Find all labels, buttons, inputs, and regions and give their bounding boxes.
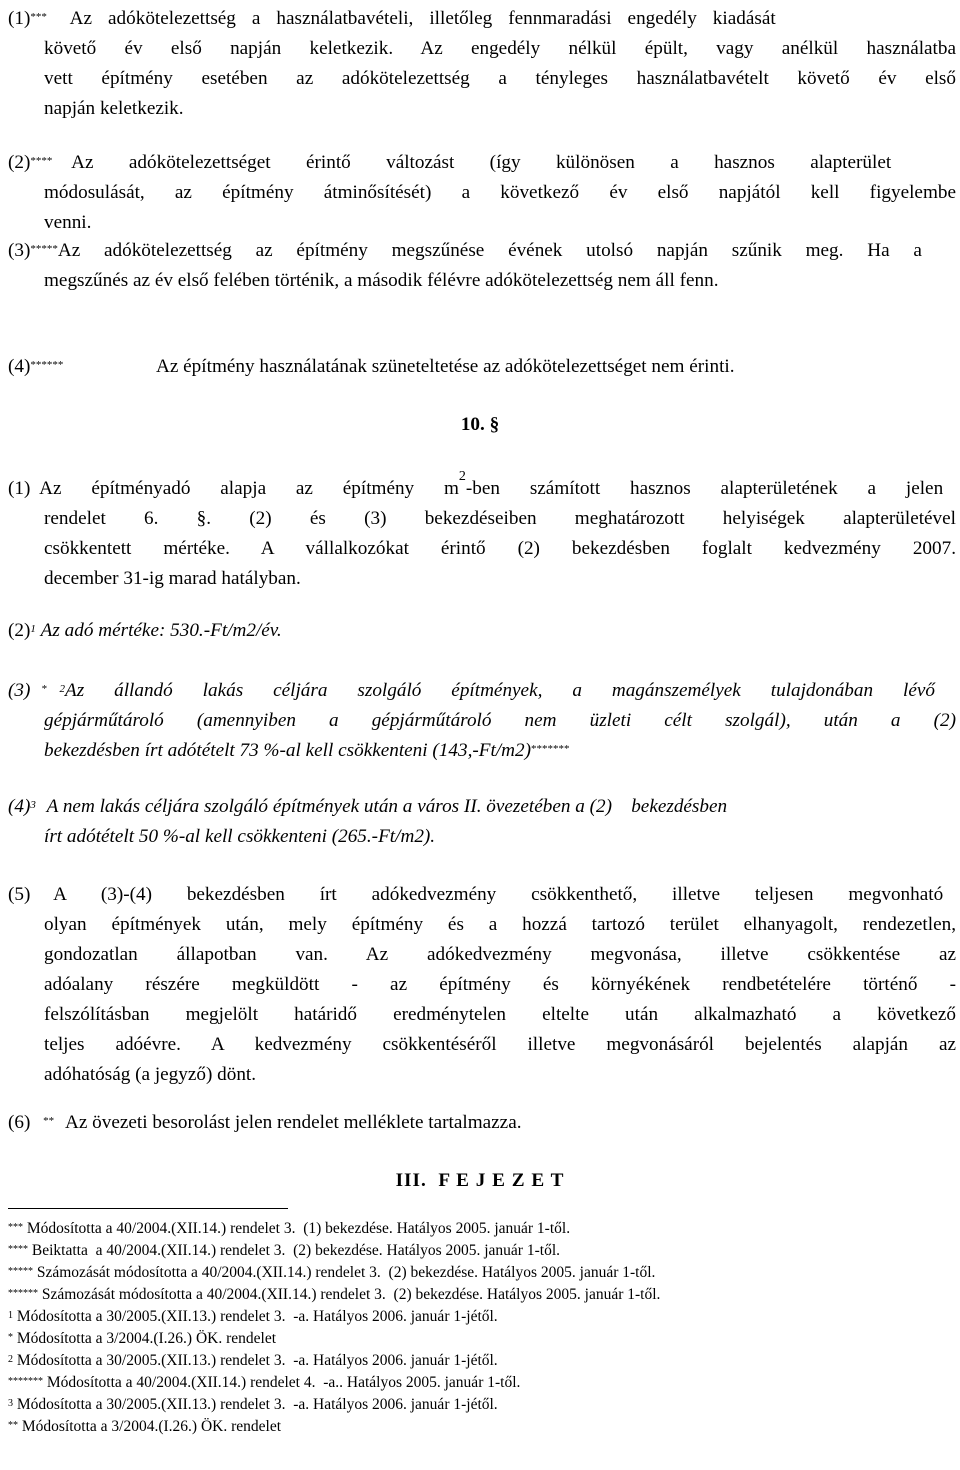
footnote-text: Módosította a 30/2005.(XII.13.) rendelet 3. -a. Hatályos 2006. január 1-jétől. bbox=[16, 1396, 498, 1413]
footnote-mark: ***** bbox=[8, 1266, 33, 1277]
footnote bbox=[8, 1328, 956, 1350]
footnote-text: Módosította a 3/2004.(I.26.) ÖK. rendelet bbox=[21, 1418, 282, 1435]
paragraph-line: Az építményadó alapja az építmény m bbox=[39, 478, 459, 499]
footnote-mark: ******* bbox=[8, 1376, 43, 1387]
paragraph-line: Az állandó lakás céljára szolgáló építmények, a magánszemélyek tulajdonában lévő bbox=[64, 680, 935, 701]
s10-paragraph-4 bbox=[8, 792, 956, 852]
footnote bbox=[8, 1218, 956, 1240]
footnote-mark: 2 bbox=[8, 1354, 13, 1365]
chapter-heading: III. F E J E Z E T bbox=[395, 1170, 565, 1191]
footnote-mark: 1 bbox=[30, 623, 36, 635]
footnote-mark: **** bbox=[8, 1244, 28, 1255]
paragraph-line: napján keletkezik. bbox=[44, 98, 184, 119]
paragraph-line: vett építmény esetében az adókötelezettség a tényleges használatbavételt követő év első bbox=[44, 68, 956, 89]
paragraph-line: megszűnés az év első felében történik, a második félévre adókötelezettség nem áll fenn. bbox=[44, 270, 719, 291]
footnote-text: Módosította a 30/2005.(XII.13.) rendelet 3. -a. Hatályos 2006. január 1-jétől. bbox=[16, 1308, 498, 1325]
footnote-mark: ****** bbox=[30, 359, 64, 371]
footnote bbox=[8, 1284, 956, 1306]
paragraph-line: csökkentett mértéke. A vállalkozókat érintő (2) bekezdésben foglalt kedvezmény 2007. bbox=[44, 538, 956, 559]
paragraph-number: (4) bbox=[8, 796, 31, 817]
paragraph-line: Az építmény használatának szüneteltetése az adókötelezettséget nem érinti. bbox=[156, 356, 735, 377]
footnote-text: Módosította a 40/2004.(XII.14.) rendelet 4. -a.. Hatályos 2005. január 1-től. bbox=[46, 1374, 521, 1391]
paragraph-line: bekezdésben írt adótételt 73 %-al kell csökkenteni (143,-Ft/m2) bbox=[44, 740, 531, 761]
footnote bbox=[8, 1350, 956, 1372]
paragraph-number: (1) bbox=[8, 478, 31, 499]
paragraph-4 bbox=[8, 352, 956, 382]
paragraph-line: olyan építmények után, mely építmény és a hozzá tartozó terület elhanyagolt, rendezetlen, bbox=[44, 914, 956, 935]
paragraph-3 bbox=[8, 236, 956, 296]
footnote-text: Módosította a 40/2004.(XII.14.) rendelet 3. (1) bekezdése. Hatályos 2005. január 1-től. bbox=[26, 1220, 571, 1237]
paragraph-number: (3) bbox=[8, 680, 31, 701]
footnote-mark: ** bbox=[43, 1115, 55, 1127]
footnote-mark: ***** bbox=[30, 243, 58, 255]
paragraph-number: (1) bbox=[8, 8, 31, 29]
paragraph-number: (4) bbox=[8, 356, 31, 377]
paragraph-line: Az övezeti besorolást jelen rendelet melléklete tartalmazza. bbox=[64, 1112, 522, 1133]
paragraph-number: (6) bbox=[8, 1112, 31, 1133]
footnote-mark: *** bbox=[8, 1222, 23, 1233]
footnote-mark: 3 bbox=[30, 799, 36, 811]
paragraph-line: Az adókötelezettséget érintő változást (így különösen a hasznos alapterület bbox=[71, 152, 892, 173]
paragraph-line: Az adókötelezettség a használatbavételi, illetőleg fennmaradási engedély kiadását bbox=[69, 8, 776, 29]
footnote-mark: 3 bbox=[8, 1398, 13, 1409]
paragraph-number: (3) bbox=[8, 240, 31, 261]
s10-paragraph-2 bbox=[8, 616, 956, 646]
footnote-text: Módosította a 3/2004.(I.26.) ÖK. rendelet bbox=[16, 1330, 277, 1347]
footnote-text: Beiktatta a 40/2004.(XII.14.) rendelet 3. (2) bekezdése. Hatályos 2005. január 1-től. bbox=[31, 1242, 560, 1259]
paragraph-line: A (3)-(4) bekezdésben írt adókedvezmény csökkenthető, illetve teljesen megvonható bbox=[53, 884, 944, 905]
section-symbol: § bbox=[489, 414, 500, 435]
footnote bbox=[8, 1262, 956, 1284]
paragraph-number: (2) bbox=[8, 152, 31, 173]
paragraph-line: -ben számított hasznos alapterületének a jelen bbox=[465, 478, 944, 499]
paragraph-line: december 31-ig marad hatályban. bbox=[44, 568, 301, 589]
footnote-mark: 2 bbox=[59, 683, 65, 695]
paragraph-line: módosulását, az építmény átminősítését) a következő év első napjától kell figyelembe bbox=[44, 182, 956, 203]
paragraph-line: Az adó mértéke: 530.-Ft/m2/év. bbox=[40, 620, 282, 641]
footnote bbox=[8, 1240, 956, 1262]
footnote-text: Módosította a 30/2005.(XII.13.) rendelet 3. -a. Hatályos 2006. január 1-jétől. bbox=[16, 1352, 498, 1369]
s10-paragraph-1 bbox=[8, 469, 956, 594]
footnote-mark: **** bbox=[30, 155, 53, 167]
paragraph-line: írt adótételt 50 %-al kell csökkenteni (265.-Ft/m2). bbox=[44, 826, 436, 847]
section-heading bbox=[0, 410, 960, 440]
superscript: 2 bbox=[458, 469, 466, 484]
paragraph-line: gépjárműtároló (amennyiben a gépjárműtároló nem üzleti célt szolgál), után a (2) bbox=[44, 710, 956, 731]
paragraph-line: A nem lakás céljára szolgáló építmények után a város II. övezetében a (2) bekezdésben bbox=[46, 796, 728, 817]
paragraph-line: teljes adóévre. A kedvezmény csökkentéséről illetve megvonásáról bejelentés alapján az bbox=[44, 1034, 956, 1055]
paragraph-line: adóalany részére megküldött - az építmény és környékének rendbetételére történő - bbox=[44, 974, 956, 995]
paragraph-2 bbox=[8, 148, 956, 238]
section-number: 10. bbox=[460, 414, 485, 435]
footnotes bbox=[8, 1218, 956, 1438]
footnote-mark: ** bbox=[8, 1420, 18, 1431]
footnote-mark: *** bbox=[30, 11, 47, 23]
footnote-mark: 1 bbox=[8, 1310, 13, 1321]
footnote-mark: ******* bbox=[531, 743, 570, 755]
paragraph-line: felszólításban megjelölt határidő eredménytelen eltelte után alkalmazható a következő bbox=[44, 1004, 956, 1025]
paragraph-number: (2) bbox=[8, 620, 31, 641]
paragraph-line: rendelet 6. §. (2) és (3) bekezdéseiben meghatározott helyiségek alapterületével bbox=[44, 508, 956, 529]
paragraph-line: gondozatlan állapotban van. Az adókedvezmény megvonása, illetve csökkentése az bbox=[44, 944, 956, 965]
footnote bbox=[8, 1372, 956, 1394]
footnote-text: Számozását módosította a 40/2004.(XII.14.) rendelet 3. (2) bekezdése. Hatályos 2005. január 1-től. bbox=[41, 1286, 661, 1303]
footnote-mark: * bbox=[8, 1332, 13, 1343]
paragraph-1 bbox=[8, 4, 956, 124]
s10-paragraph-5 bbox=[8, 880, 956, 1090]
footnote bbox=[8, 1394, 956, 1416]
footnote-mark: * bbox=[41, 683, 47, 695]
paragraph-line: venni. bbox=[44, 212, 92, 233]
s10-paragraph-6 bbox=[8, 1108, 956, 1138]
paragraph-line: követő év első napján keletkezik. Az engedély nélkül épült, vagy anélkül használatba bbox=[44, 38, 956, 59]
footnote-text: Számozását módosította a 40/2004.(XII.14.) rendelet 3. (2) bekezdése. Hatályos 2005. január 1-től. bbox=[36, 1264, 656, 1281]
footnote bbox=[8, 1416, 956, 1438]
paragraph-line: adóhatóság (a jegyző) dönt. bbox=[44, 1064, 257, 1085]
s10-paragraph-3 bbox=[8, 676, 956, 766]
paragraph-line: Az adókötelezettség az építmény megszűnése évének utolsó napján szűnik meg. Ha a bbox=[57, 240, 922, 261]
footnote bbox=[8, 1306, 956, 1328]
paragraph-number: (5) bbox=[8, 884, 31, 905]
footnote-mark: ****** bbox=[8, 1288, 38, 1299]
footnote-separator bbox=[8, 1208, 288, 1209]
